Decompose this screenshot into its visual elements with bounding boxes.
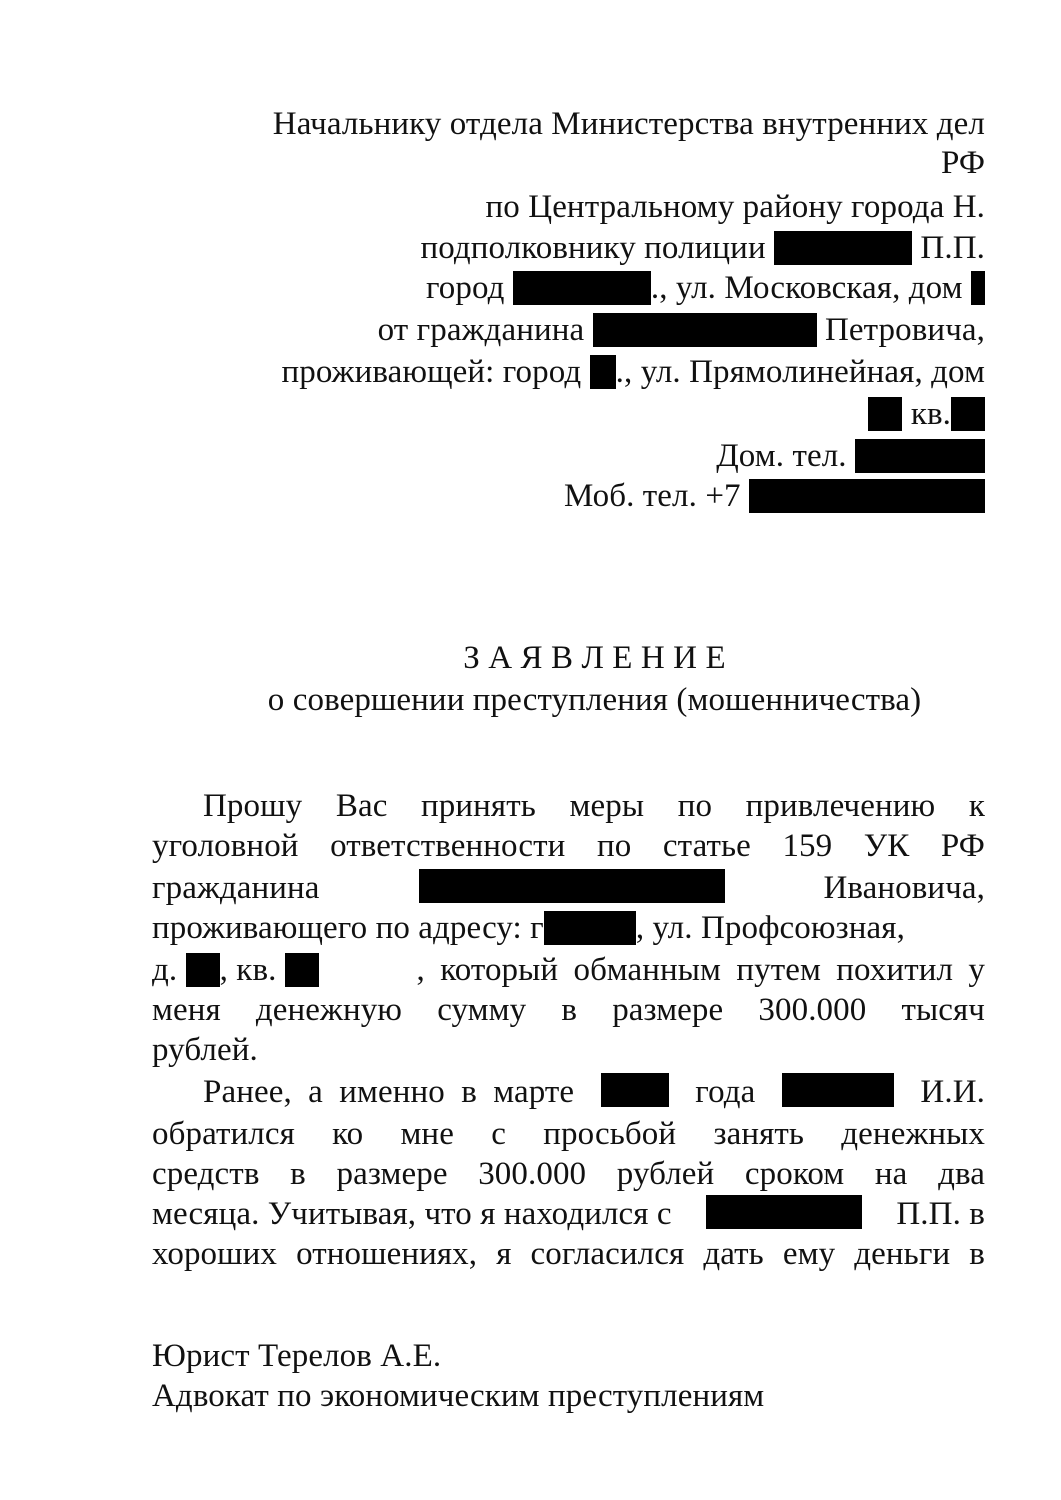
redacted-block <box>544 911 636 945</box>
body-line-12: хороших отношениях, я согласился дать ему деньги в <box>152 1236 985 1272</box>
addressee-line-6 <box>378 310 985 350</box>
body-line-11: месяца. Учитывая, что я находился с П.П. в <box>152 1196 985 1232</box>
redacted-block <box>774 231 912 265</box>
redacted-block <box>951 397 985 431</box>
signature-name: Юрист Терелов А.Е. <box>152 1338 442 1374</box>
document-heading: З А Я В Л Е Н И Е <box>463 640 726 676</box>
signature-title: Адвокат по экономическим преступлениям <box>152 1378 765 1414</box>
body-line-10: средств в размере 300.000 рублей сроком на два <box>152 1156 985 1192</box>
address-city-label: город <box>425 270 505 306</box>
redacted-block <box>590 355 616 389</box>
redacted-block <box>186 953 220 987</box>
redacted-block <box>749 479 985 513</box>
addressee-line-4 <box>421 228 986 268</box>
body-line-6: меня денежную сумму в размере 300.000 тысяч <box>152 992 985 1028</box>
redacted-block <box>601 1073 669 1107</box>
addressee-initials: П.П. <box>920 230 985 266</box>
redacted-block <box>782 1073 894 1107</box>
residence-street: ., ул. Прямолинейная, дом <box>615 354 985 390</box>
body-line-7: рублей. <box>152 1032 258 1068</box>
address-street: ., ул. Московская, дом <box>650 270 963 306</box>
addressee-rank: подполковнику полиции <box>420 230 766 266</box>
redacted-block <box>971 271 985 305</box>
addressee-line-5 <box>426 268 985 308</box>
redacted-block <box>513 271 651 305</box>
addressee-line-2: РФ <box>940 145 985 181</box>
home-phone-label: Дом. тел. <box>716 438 847 474</box>
redacted-block <box>285 953 319 987</box>
body-line-9: обратился ко мне с просьбой занять денежных <box>152 1116 985 1152</box>
body-line-5: д. , кв. , который обманным путем похитил у <box>152 952 985 988</box>
addressee-line-10 <box>564 476 985 516</box>
addressee-line-3: по Центральному району города Н. <box>485 189 985 225</box>
body-line-1: Прошу Вас принять меры по привлечению к <box>203 788 985 824</box>
residence-label: проживающей: город <box>281 354 582 390</box>
redacted-block <box>593 313 817 347</box>
sender-label: от гражданина <box>377 312 585 348</box>
body-line-8: Ранее, а именно в марте года И.И. <box>203 1074 985 1110</box>
body-line-2: уголовной ответственности по статье 159 УК РФ <box>152 828 985 864</box>
redacted-block <box>706 1195 862 1229</box>
redacted-block <box>868 397 902 431</box>
body-line-3: гражданина Ивановича, <box>152 870 985 906</box>
mobile-phone-label: Моб. тел. +7 <box>563 478 741 514</box>
redacted-block <box>419 869 725 903</box>
addressee-line-9 <box>716 436 985 476</box>
body-line-4: проживающего по адресу: г , ул. Профсоюзная, <box>152 910 905 946</box>
addressee-line-7 <box>282 352 985 392</box>
addressee-line-1: Начальнику отдела Министерства внутренних дел <box>272 106 985 142</box>
redacted-block <box>855 439 985 473</box>
document-subtitle: о совершении преступления (мошенничества) <box>267 682 922 718</box>
addressee-line-8 <box>868 394 985 434</box>
sender-patronymic: Петровича, <box>824 312 985 348</box>
apartment-label: кв. <box>910 396 951 432</box>
